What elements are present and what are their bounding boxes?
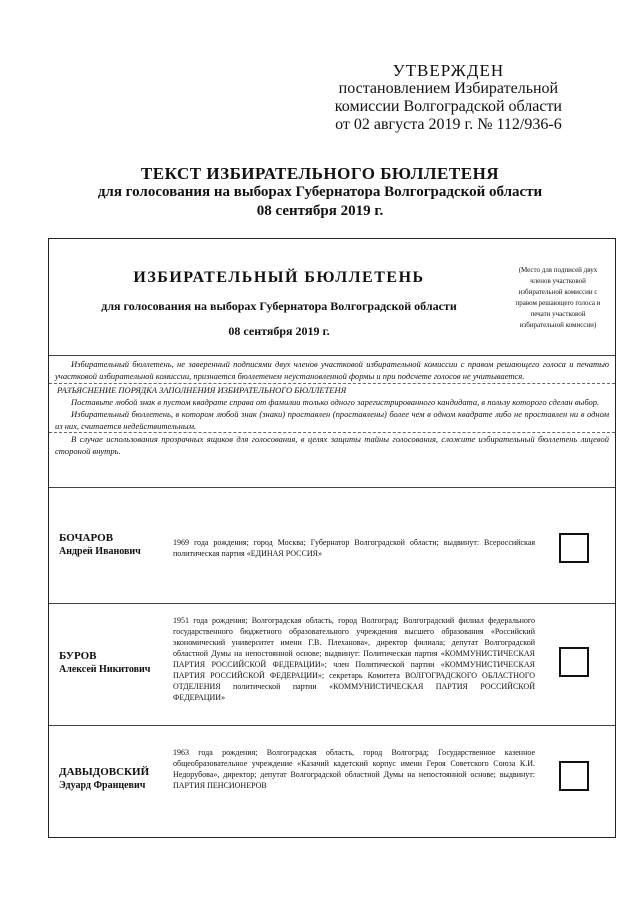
document-title-subtitle: для голосования на выборах Губернатора Волгоградской области bbox=[97, 184, 543, 200]
approval-line: комиссии Волгоградской области bbox=[334, 98, 562, 115]
instruction-rule: Избирательный бюллетень, в котором любой знак (знаки) проставлен (проставлены) более чем в одном квадрате либо не проставлен ни в одном из них, считается недействительным. bbox=[55, 409, 609, 431]
ballot-date: 08 сентября 2019 г. bbox=[228, 324, 330, 338]
document-title-main: ТЕКСТ ИЗБИРАТЕЛЬНОГО БЮЛЛЕТЕНЯ bbox=[140, 164, 500, 183]
approval-line: постановлением Избирательной bbox=[338, 80, 559, 97]
validity-note: Избирательный бюллетень, не заверенный подписями двух членов участковой избирательной комиссии с правом решающего голоса и печатью участковой избирательной комиссии, признается бюллетенем неустановленной формы и при подсчете голосов не учитывается. bbox=[55, 359, 609, 381]
instruction-rule: Поставьте любой знак в пустом квадрате справа от фамилии только одного зарегистрированного кандидата, в пользу которого сделан выбор. bbox=[71, 397, 600, 407]
candidate-row bbox=[49, 487, 615, 604]
candidate-info: 1969 года рождения; город Москва; Губернатор Волгоградской области; выдвинут: Всероссийская политическая партия «ЕДИНАЯ РОССИЯ» bbox=[173, 538, 535, 558]
vote-checkbox[interactable] bbox=[559, 761, 589, 791]
candidate-last-name: ДАВЫДОВСКИЙ bbox=[59, 766, 150, 778]
approval-line: от 02 августа 2019 г. № 112/936-6 bbox=[335, 116, 562, 133]
instruction-rule: В случае использования прозрачных ящиков для голосования, в целях защиты тайны голосования, сложите избирательный бюллетень лицевой стороной внутрь. bbox=[49, 432, 615, 457]
ballot-subtitle: для голосования на выборах Губернатора Волгоградской области bbox=[101, 299, 457, 313]
document-title bbox=[60, 164, 580, 221]
candidate-row bbox=[49, 603, 615, 726]
candidate-info: 1963 года рождения; Волгоградская область, город Волгоград; Государственное казенное общеобразовательное учреждение «Казачий кадетский корпус имени Героя Советского Союза К.И. Недорубова», директор; депутат Волгоградской областной Думы на непостоянной основе; выдвинут: ПАРТИЯ ПЕНСИОНЕРОВ bbox=[173, 748, 535, 790]
vote-checkbox[interactable] bbox=[559, 533, 589, 563]
vote-checkbox[interactable] bbox=[559, 647, 589, 677]
approval-stamp bbox=[335, 62, 562, 134]
candidate-name bbox=[59, 649, 150, 677]
ballot-header bbox=[49, 239, 615, 356]
signature-place-note: (Место для подписей двух членов участковой избирательной комиссии с правом решающего голоса и печати участковой избирательной комиссии) bbox=[515, 266, 601, 329]
candidate-first-names: Эдуард Францевич bbox=[59, 780, 146, 791]
candidate-name bbox=[59, 765, 149, 793]
ballot-title: ИЗБИРАТЕЛЬНЫЙ БЮЛЛЕТЕНЬ bbox=[133, 269, 425, 286]
candidate-last-name: БОЧАРОВ bbox=[59, 532, 114, 544]
ballot-instructions bbox=[49, 355, 615, 488]
candidate-info: 1951 года рождения; Волгоградская область, город Волгоград; Волгоградский филиал федерального государственного бюджетного образовательного учреждения высшего образования «Российский экономический университет имени Г.В. Плеханова», директор филиала; депутат Волгоградской областной Думы на непостоянной основе; выдвинут: Политическая партия «КОММУНИСТИЧЕСКАЯ ПАРТИЯ РОССИЙСКОЙ ФЕДЕРАЦИИ»; член Политической партии «КОММУНИСТИЧЕСКАЯ ПАРТИЯ РОССИЙСКОЙ ФЕДЕРАЦИИ»; секретарь Комитета ВОЛГОГРАДСКОГО ОБЛАСТНОГО ОТДЕЛЕНИЯ политической партии «КОММУНИСТИЧЕСКАЯ ПАРТИЯ РОССИЙСКОЙ ФЕДЕРАЦИИ» bbox=[173, 616, 535, 702]
candidate-first-names: Алексей Никитович bbox=[59, 664, 151, 675]
approval-heading: УТВЕРЖДЕН bbox=[392, 61, 505, 80]
ballot bbox=[48, 238, 616, 838]
candidate-first-names: Андрей Иванович bbox=[59, 546, 141, 557]
candidate-name bbox=[59, 531, 141, 559]
candidate-last-name: БУРОВ bbox=[59, 650, 97, 662]
candidate-row bbox=[49, 725, 615, 837]
instructions-header: РАЗЪЯСНЕНИЕ ПОРЯДКА ЗАПОЛНЕНИЯ ИЗБИРАТЕЛЬНОГО БЮЛЛЕТЕНЯ bbox=[49, 383, 615, 396]
document-title-date: 08 сентября 2019 г. bbox=[256, 203, 384, 219]
ballot-title-block bbox=[49, 269, 509, 339]
